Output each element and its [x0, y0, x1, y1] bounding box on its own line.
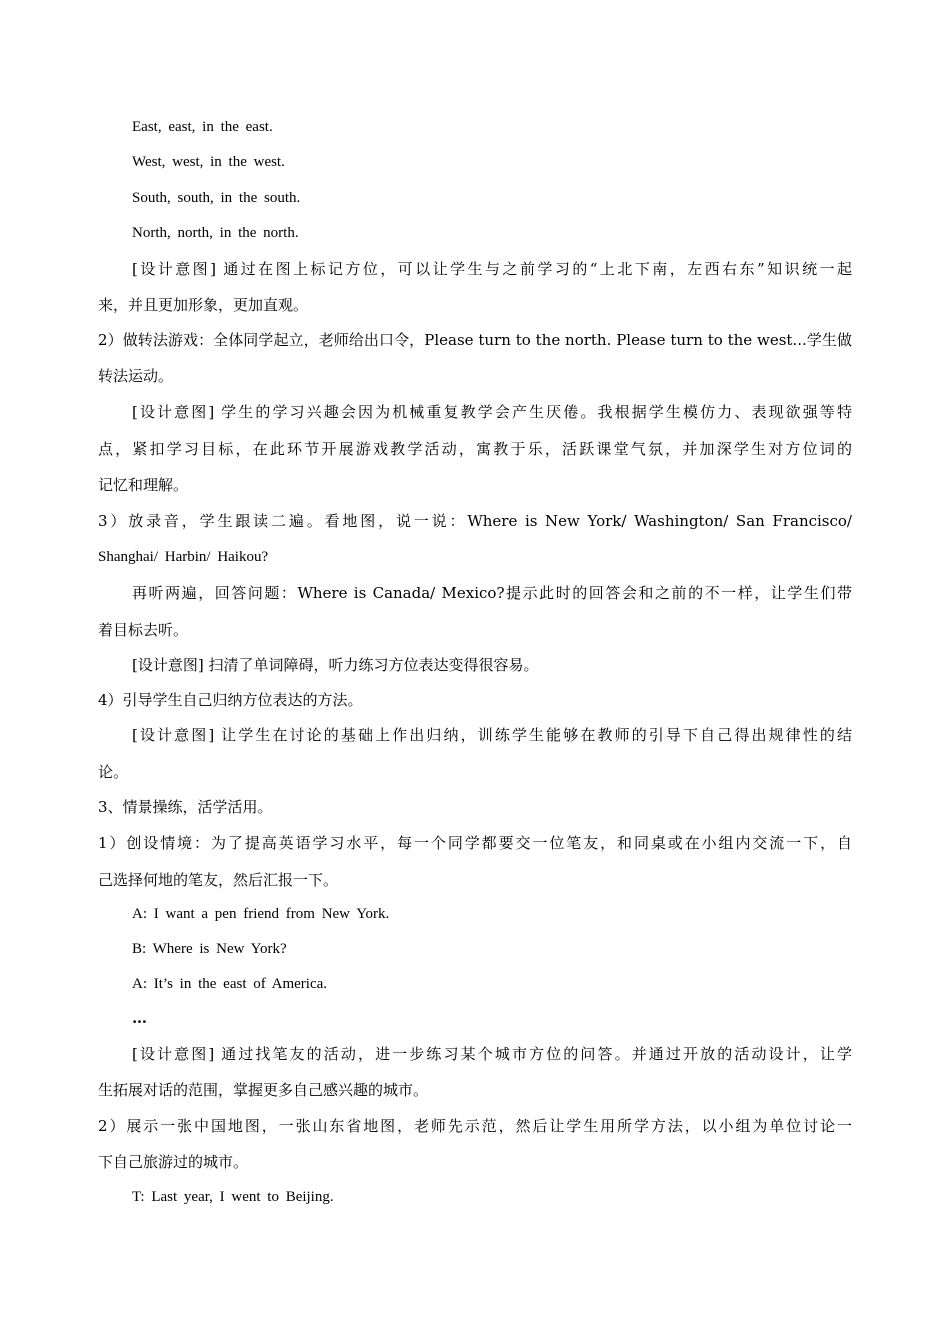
text-line: A: It’s in the east of America. — [132, 976, 328, 992]
text-line: 再听两遍，回答问题：Where is Canada/ Mexico?提示此时的回答会和之前的不一样，让学生们带 — [132, 584, 852, 602]
text-line: 记忆和理解。 — [98, 476, 189, 494]
text-line: … — [132, 1009, 147, 1027]
text-line: 2）做转法游戏：全体同学起立，老师给出口令，Please turn to the north. Please turn to the west...学生做 — [98, 331, 852, 349]
text-line: North, north, in the north. — [132, 225, 299, 241]
text-line: 4）引导学生自己归纳方位表达的方法。 — [98, 691, 363, 709]
text-line: [设计意图] 让学生在讨论的基础上作出归纳，训练学生能够在教师的引导下自己得出规律性的结 — [132, 726, 852, 744]
text-line: 己选择何地的笔友，然后汇报一下。 — [98, 871, 339, 889]
text-line: East, east, in the east. — [132, 119, 273, 135]
text-line: 着目标去听。 — [98, 621, 189, 639]
text-line: 3）放录音，学生跟读二遍。看地图，说一说：Where is New York/ Washington/ San Francisco/ — [98, 512, 852, 530]
text-line: [设计意图] 通过在图上标记方位，可以让学生与之前学习的“上北下南，左西右东”知识统一起 — [132, 260, 852, 278]
text-line: [设计意图] 通过找笔友的活动，进一步练习某个城市方位的问答。并通过开放的活动设计，让学 — [132, 1045, 852, 1063]
text-line: 下自己旅游过的城市。 — [98, 1153, 249, 1171]
text-line: 论。 — [98, 763, 129, 781]
text-line: 1）创设情境：为了提高英语学习水平，每一个同学都要交一位笔友，和同桌或在小组内交流一下，自 — [98, 834, 852, 852]
text-line: A: I want a pen friend from New York. — [132, 906, 390, 922]
text-line: 生拓展对话的范围，掌握更多自己感兴趣的城市。 — [98, 1081, 429, 1099]
text-line: T: Last year, I went to Beijing. — [132, 1189, 334, 1205]
text-line: 转法运动。 — [98, 367, 174, 385]
text-line: West, west, in the west. — [132, 154, 285, 170]
text-line: 3、情景操练，活学活用。 — [98, 798, 273, 816]
text-line: South, south, in the south. — [132, 190, 301, 206]
text-line: 点，紧扣学习目标，在此环节开展游戏教学活动，寓教于乐，活跃课堂气氛，并加深学生对方位词的 — [98, 440, 852, 458]
text-line: B: Where is New York? — [132, 941, 287, 957]
text-line: 2）展示一张中国地图，一张山东省地图，老师先示范，然后让学生用所学方法，以小组为单位讨论一 — [98, 1117, 852, 1135]
text-line: [设计意图] 学生的学习兴趣会因为机械重复教学会产生厌倦。我根据学生模仿力、表现欲强等特 — [132, 403, 852, 421]
text-line: 来，并且更加形象，更加直观。 — [98, 296, 309, 314]
text-line: [设计意图] 扫清了单词障碍，听力练习方位表达变得很容易。 — [132, 656, 539, 674]
text-line: Shanghai/ Harbin/ Haikou? — [98, 549, 269, 565]
